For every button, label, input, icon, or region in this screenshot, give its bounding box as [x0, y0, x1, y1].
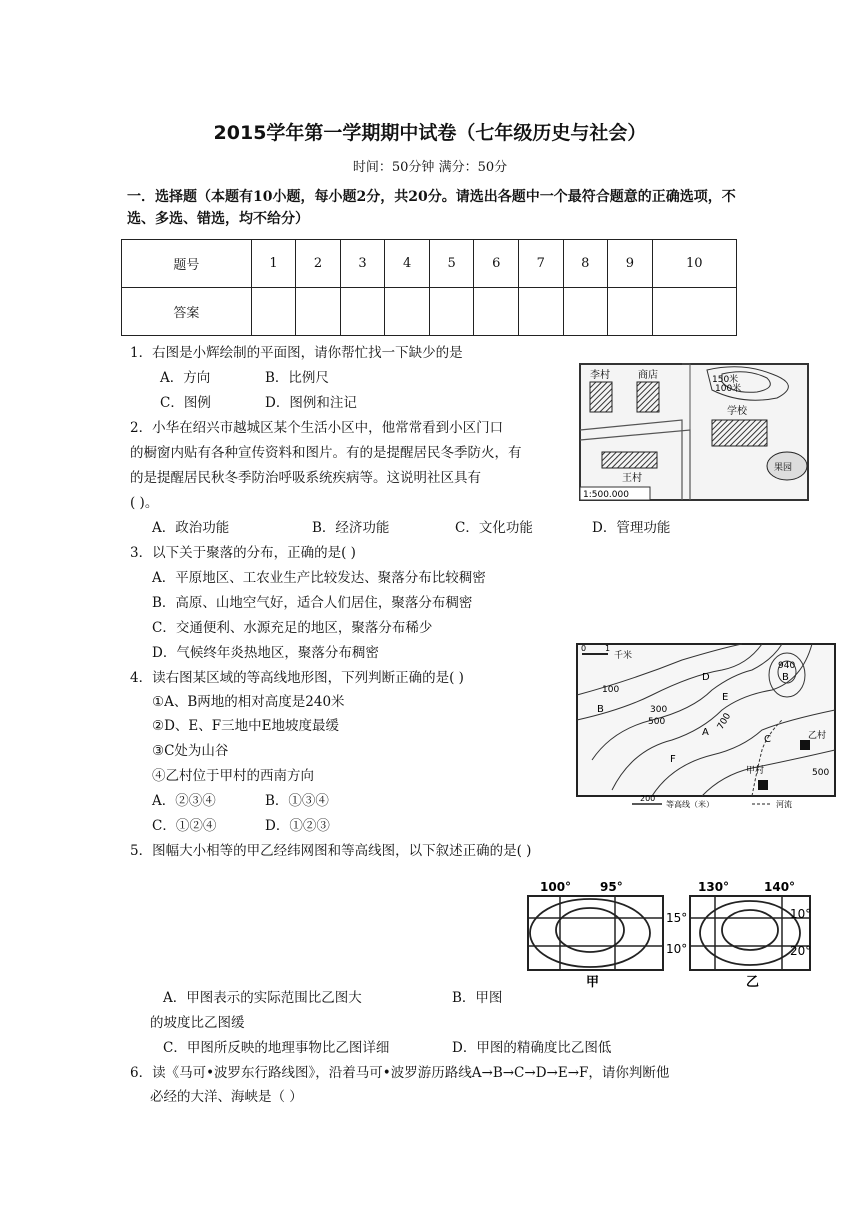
- label-500-b: 500: [812, 768, 830, 778]
- point-c: C: [764, 734, 771, 745]
- question-3-stem: 3．以下关于聚落的分布，正确的是( ): [130, 545, 356, 561]
- section-heading: 一．选择题（本题有10小题，每小题2分，共20分。请选出各题中一个最符合题意的正确选项，不选、多选、错选，均不给分）: [127, 189, 736, 227]
- q1-option-b: B．比例尺: [265, 370, 329, 386]
- table-cell: 题号: [122, 240, 252, 288]
- yi-lat-20: 20°: [790, 944, 812, 958]
- question-2-line4: ( )。: [130, 495, 159, 511]
- table-row: [122, 240, 737, 288]
- point-f: F: [670, 754, 676, 765]
- answer-cell[interactable]: [652, 288, 736, 336]
- label-orchard: 果园: [774, 463, 793, 473]
- label-shop: 商店: [638, 370, 658, 381]
- q2-option-a: A．政治功能: [152, 520, 230, 536]
- question-4-stem: 4．读右图某区域的等高线地形图，下列判断正确的是( ): [130, 670, 464, 686]
- q1-option-c: C．图例: [160, 395, 211, 411]
- table-cell: 8: [563, 240, 608, 288]
- point-e: E: [722, 692, 729, 703]
- q1-option-d: D．图例和注记: [265, 395, 357, 411]
- answer-table: [121, 239, 737, 336]
- question-2-line1: 2．小华在绍兴市越城区某个生活小区中，他常常看到小区门口: [130, 420, 504, 436]
- label-300: 300: [650, 705, 668, 715]
- q2-option-c: C．文化功能: [455, 520, 533, 536]
- q3-option-a: A．平原地区、工农业生产比较发达、聚落分布比较稠密: [152, 570, 486, 586]
- q3-option-c: C．交通便利、水源充足的地区，聚落分布稀少: [152, 620, 433, 636]
- village-wang-block: [602, 452, 657, 468]
- label-wang-village: 王村: [622, 473, 642, 484]
- q3-option-d: D．气候终年炎热地区，聚落分布稠密: [152, 645, 379, 661]
- answer-cell[interactable]: [385, 288, 430, 336]
- answer-cell[interactable]: [563, 288, 608, 336]
- answer-cell[interactable]: [608, 288, 653, 336]
- q4-statement-4: ④乙村位于甲村的西南方向: [152, 768, 314, 784]
- q2-option-b: B．经济功能: [312, 520, 390, 536]
- jia-lat-15: 15°: [666, 911, 688, 925]
- q4-statement-2: ②D、E、F三地中E地坡度最缓: [152, 718, 340, 734]
- answer-cell[interactable]: [518, 288, 563, 336]
- label-village-jia: 甲村: [746, 766, 765, 776]
- label-700: 700: [715, 711, 734, 732]
- q4-option-b: B．①③④: [265, 793, 329, 809]
- legend-river: 河流: [776, 800, 792, 809]
- answer-cell[interactable]: [429, 288, 474, 336]
- school-block: [712, 420, 767, 446]
- table-cell: 1: [251, 240, 296, 288]
- village-yi-marker: [800, 740, 810, 750]
- label-100m: 100米: [715, 384, 742, 394]
- label-150m: 150米: [712, 375, 739, 385]
- table-cell: 6: [474, 240, 519, 288]
- table-cell: 2: [296, 240, 341, 288]
- graticule-figure: [520, 878, 820, 988]
- legend-contour: 等高线（米）: [666, 800, 714, 809]
- table-cell: 5: [429, 240, 474, 288]
- jia-title: 甲: [586, 975, 600, 988]
- question-1-stem: 1．右图是小辉绘制的平面图，请你帮忙找一下缺少的是: [130, 345, 463, 361]
- table-cell: 答案: [122, 288, 252, 336]
- table-cell: 10: [652, 240, 736, 288]
- q4-option-c: C．①②④: [152, 818, 217, 834]
- q5-option-a: A．甲图表示的实际范围比乙图大: [163, 990, 362, 1006]
- answer-cell[interactable]: [251, 288, 296, 336]
- q5-option-c: C．甲图所反映的地理事物比乙图详细: [163, 1040, 390, 1056]
- yi-title: 乙: [746, 975, 760, 988]
- map1-scale: 1:500.000: [583, 490, 629, 500]
- label-500-a: 500: [648, 717, 666, 727]
- yi-lat-10: 10°: [790, 907, 812, 921]
- question-6-line1: 6．读《马可•波罗东行路线图》，沿着马可•波罗游历路线A→B→C→D→E→F，请你判断他: [130, 1065, 670, 1081]
- village-jia-marker: [758, 780, 768, 790]
- label-village-yi: 乙村: [808, 731, 827, 741]
- q4-statement-3: ③C处为山谷: [152, 743, 229, 759]
- question-2-line2: 的橱窗内贴有各种宣传资料和图片。有的是提醒居民冬季防火，有: [130, 445, 522, 461]
- plan-map-figure: [572, 360, 822, 505]
- table-cell: 9: [608, 240, 653, 288]
- table-cell: 4: [385, 240, 430, 288]
- point-a: A: [702, 727, 709, 738]
- label-school: 学校: [727, 406, 747, 417]
- table-row: [122, 288, 737, 336]
- scale-one: 1: [605, 644, 611, 653]
- jia-lon-95: 95°: [600, 880, 623, 894]
- exam-title: 2015学年第一学期期中试卷（七年级历史与社会）: [213, 122, 647, 144]
- point-d: D: [702, 672, 710, 683]
- jia-lat-10: 10°: [666, 942, 688, 956]
- question-6-line2: 必经的大洋、海峡是（ ）: [150, 1089, 303, 1105]
- question-2-line3: 的是提醒居民秋冬季防治呼吸系统疾病等。这说明社区具有: [130, 470, 481, 486]
- answer-cell[interactable]: [296, 288, 341, 336]
- table-cell: 3: [340, 240, 385, 288]
- point-b-right: B: [782, 672, 789, 683]
- yi-lon-130: 130°: [698, 880, 730, 894]
- q4-statement-1: ①A、B两地的相对高度是240米: [152, 694, 345, 710]
- q2-option-d: D．管理功能: [592, 520, 671, 536]
- yi-lon-140: 140°: [764, 880, 796, 894]
- q5-option-b: B．甲图: [452, 990, 503, 1006]
- scale-zero: 0: [581, 644, 587, 653]
- point-b-left: B: [597, 704, 604, 715]
- q5-option-d: D．甲图的精确度比乙图低: [452, 1040, 612, 1056]
- question-5-stem: 5．图幅大小相等的甲乙经纬网图和等高线图，以下叙述正确的是( ): [130, 843, 532, 859]
- village-li-block: [590, 382, 612, 412]
- contour-map-figure: [572, 640, 842, 812]
- q1-option-a: A．方向: [160, 370, 211, 386]
- exam-meta: 时间：50分钟 满分：50分: [352, 160, 508, 175]
- legend-200: 200: [640, 794, 656, 803]
- q4-option-d: D．①②③: [265, 818, 330, 834]
- label-940: 940: [778, 661, 796, 671]
- scale-unit: 千米: [614, 651, 633, 661]
- map-jia: [528, 896, 663, 970]
- answer-cell[interactable]: [340, 288, 385, 336]
- q4-option-a: A．②③④: [152, 793, 216, 809]
- label-100: 100: [602, 685, 620, 695]
- jia-lon-100: 100°: [540, 880, 572, 894]
- answer-cell[interactable]: [474, 288, 519, 336]
- q3-option-b: B．高原、山地空气好，适合人们居住，聚落分布稠密: [152, 595, 473, 611]
- label-li-village: 李村: [590, 370, 610, 381]
- table-cell: 7: [518, 240, 563, 288]
- shop-block: [637, 382, 659, 412]
- q5-option-b-cont: 的坡度比乙图缓: [150, 1015, 245, 1031]
